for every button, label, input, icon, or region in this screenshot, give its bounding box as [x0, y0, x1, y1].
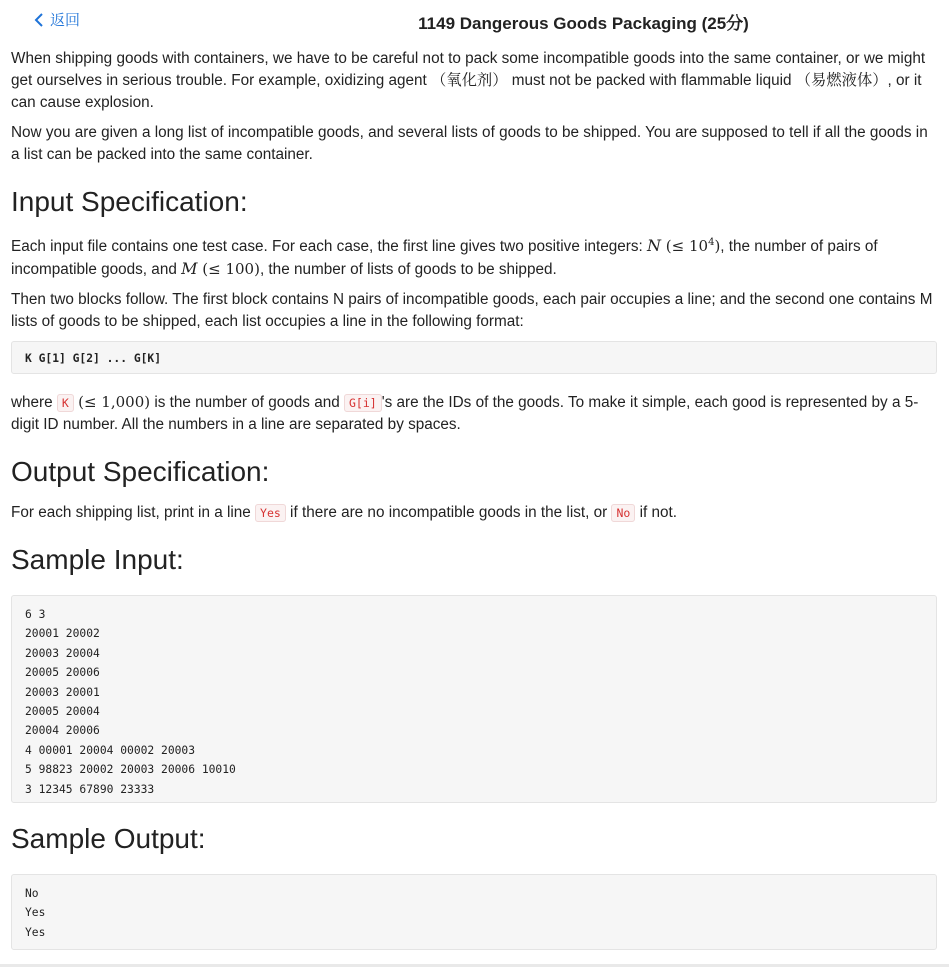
intro-paragraph-1: When shipping goods with containers, we have to be careful not to pack some incompatible goods into the same container, or we might get ourselves in serious trouble. For example, oxidizing agent （氧化剂） must not be packed with flammable liquid （易燃液体）, or it can cause explosion.	[11, 50, 926, 111]
sample-input-heading: Sample Input:	[11, 544, 184, 575]
format-code-block: K G[1] G[2] ... G[K]	[11, 341, 937, 374]
no-inline-code: No	[611, 504, 635, 522]
top-bar	[0, 0, 949, 40]
gi-inline-code: G[i]	[344, 394, 382, 412]
input-spec-paragraph-3: where K (≤ 1,000) is the number of goods and G[i] 's are the IDs of the goods. To make it simple, each good is represented by a 5-digit ID number. All the numbers in a line are separated by spaces.	[11, 393, 919, 433]
input-spec-paragraph-2: Then two blocks follow. The first block contains N pairs of incompatible goods, each pair occupies a line; and the second one contains M lists of goods to be shipped, each list occupies a line in the following format:	[11, 291, 933, 330]
problem-content	[11, 48, 937, 950]
m-variable: M	[181, 259, 198, 278]
output-spec-heading: Output Specification:	[11, 456, 270, 487]
input-spec-heading: Input Specification:	[11, 186, 248, 217]
n-bound: (≤ $10^4$)	[661, 237, 721, 255]
output-spec-paragraph: For each shipping list, print in a line Yes if there are no incompatible goods in the list, or No if not.	[11, 504, 678, 521]
k-inline-code: K	[57, 394, 74, 412]
sample-output-code: No Yes Yes	[11, 874, 937, 950]
sample-output-heading: Sample Output:	[11, 823, 206, 854]
input-spec-paragraph-1: Each input file contains one test case. For each case, the first line gives two positive integers: N (≤ $10^4$), the number of pairs of incompatible goods, and M (≤ 100), the number of lists of goods to be shipped.	[11, 236, 878, 278]
yes-inline-code: Yes	[255, 504, 286, 522]
intro-paragraph-2: Now you are given a long list of incompatible goods, and several lists of goods to be shipped. You are supposed to tell if all the goods in a list can be packed into the same container.	[11, 124, 928, 163]
sample-input-code: 6 3 20001 20002 20003 20004 20005 20006 20003 20001 20005 20004 20004 20006 4 00001 20004 00002 20003 5 98823 20002 20003 20006 10010 3 12345 67890 23333	[11, 595, 937, 803]
m-bound: (≤ 100)	[197, 260, 260, 278]
n-variable: N	[647, 236, 662, 255]
problem-title: 1149 Dangerous Goods Packaging (25分)	[418, 14, 749, 33]
k-bound: (≤ 1,000)	[78, 393, 151, 411]
back-label: 返回	[50, 12, 81, 29]
